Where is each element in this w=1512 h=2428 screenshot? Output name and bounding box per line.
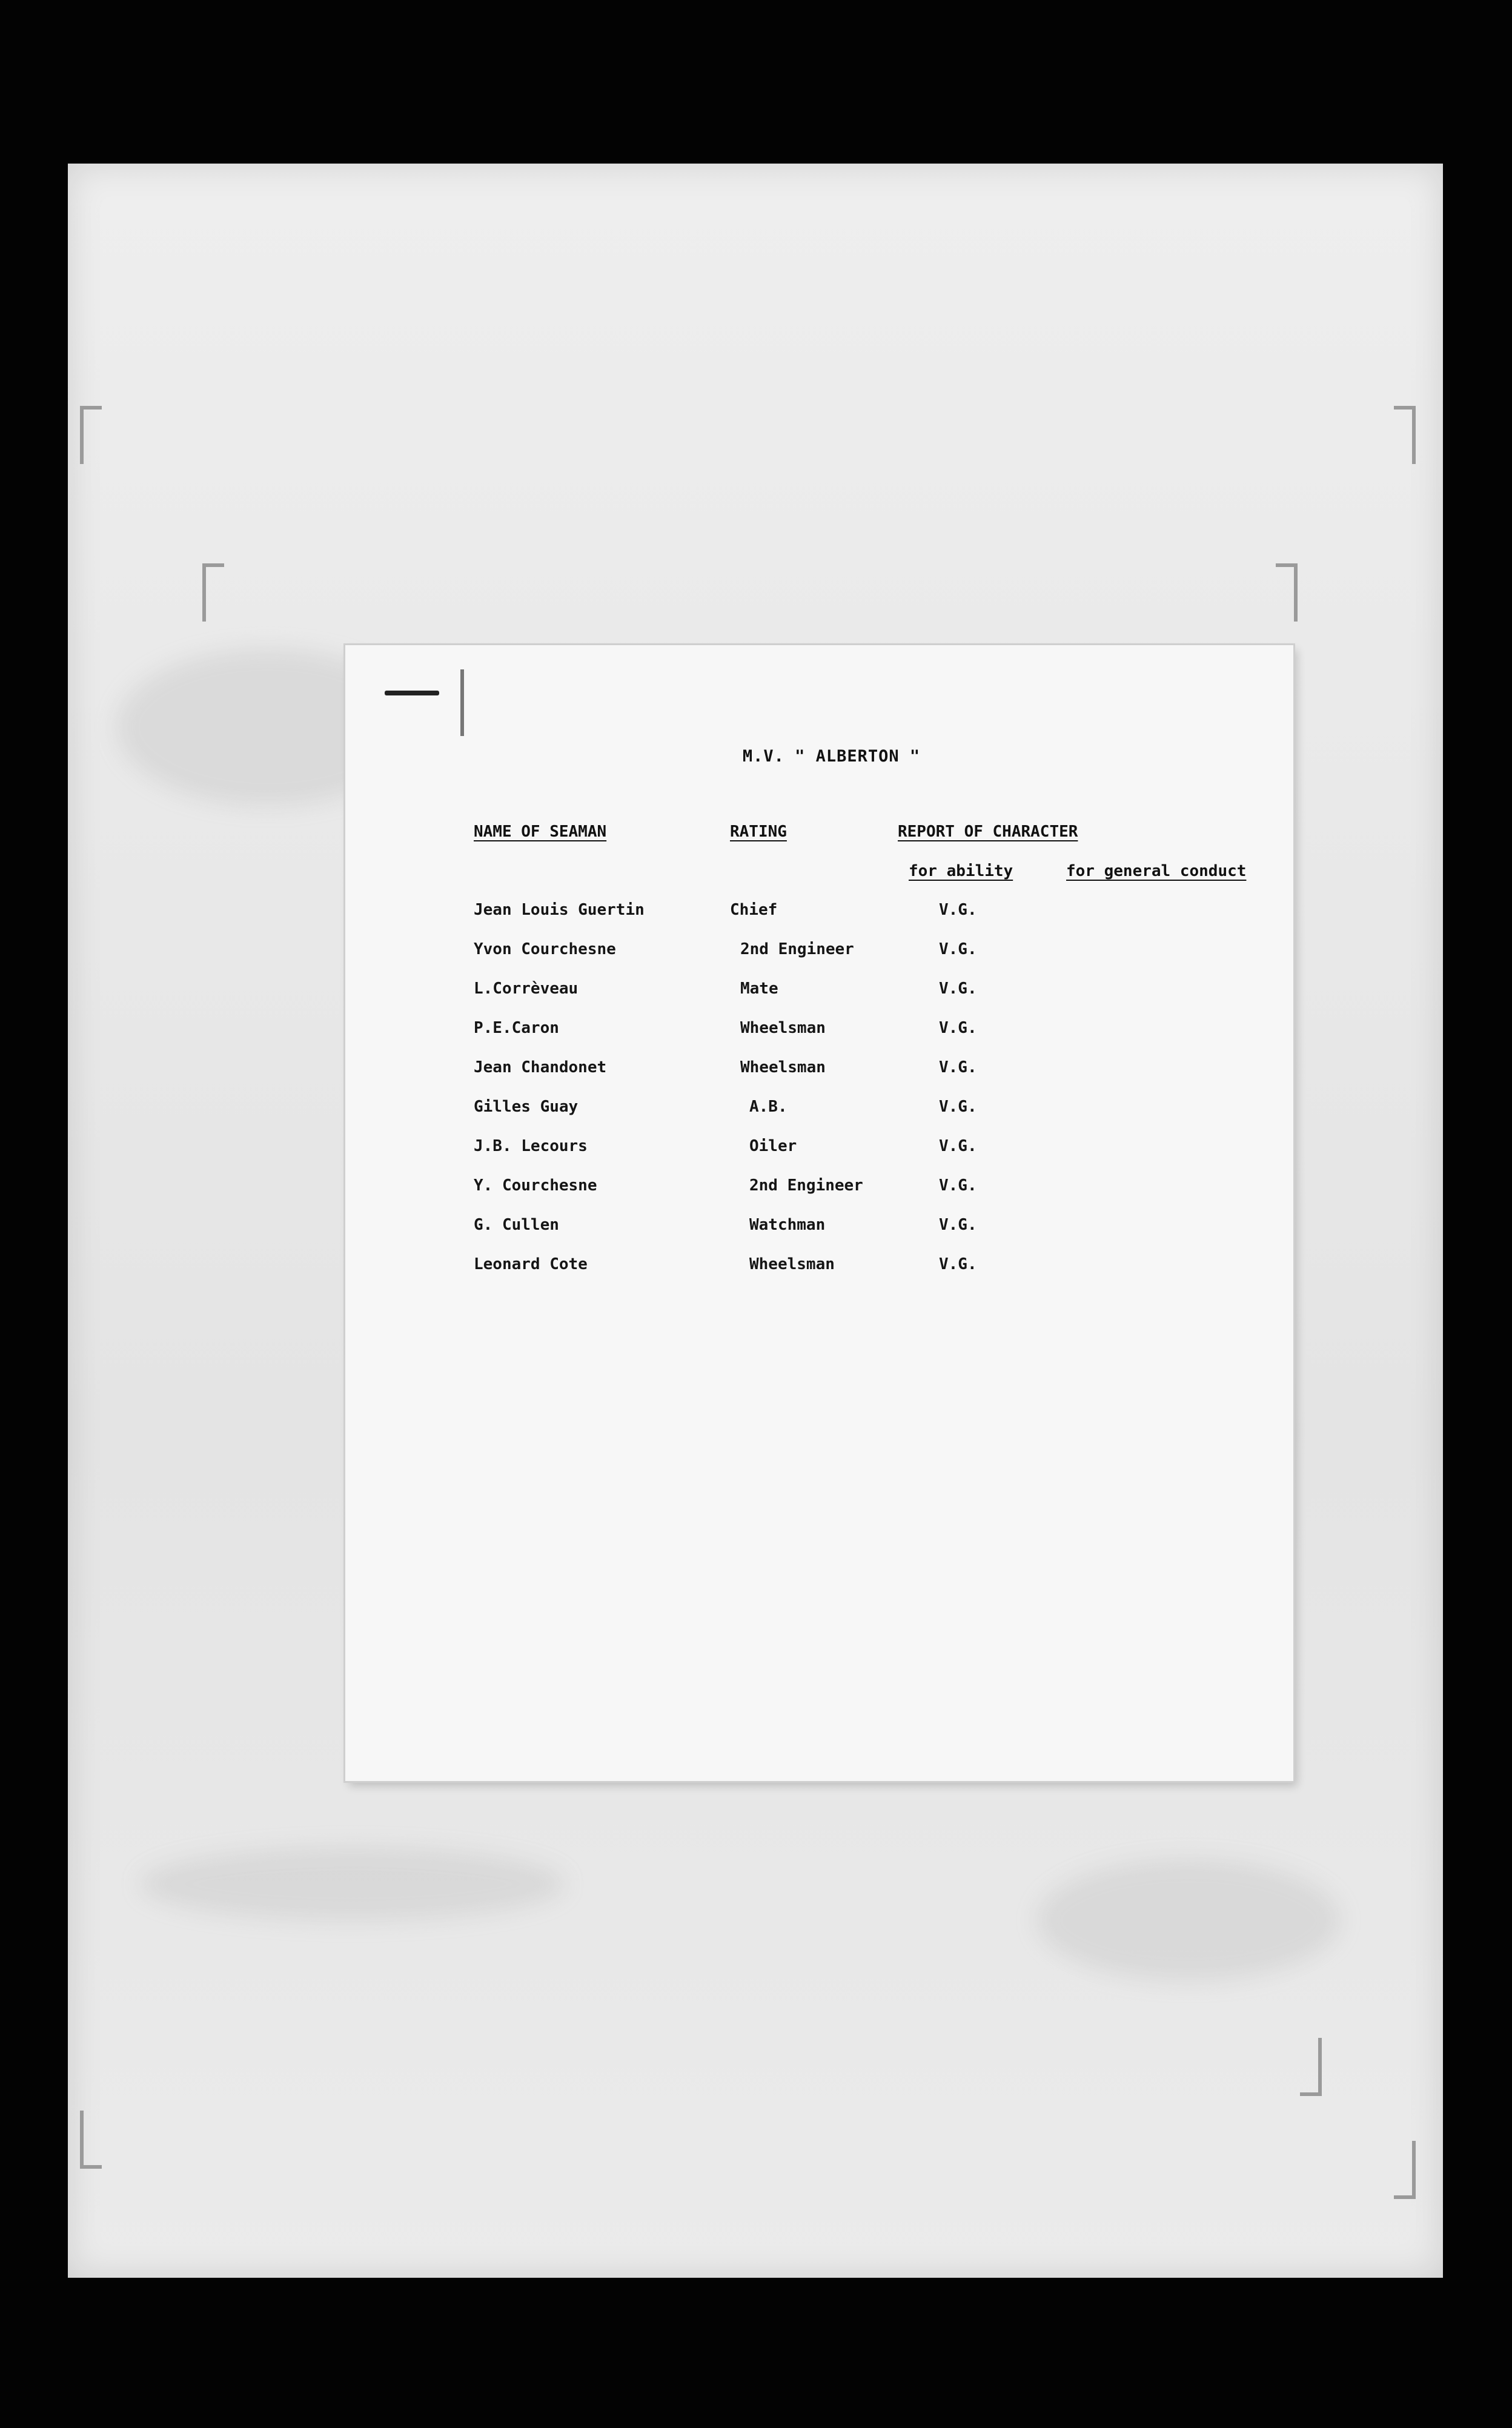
header-conduct: for general conduct	[1066, 862, 1247, 880]
seaman-name: Gilles Guay	[474, 1098, 579, 1116]
ability-grade: V.G.	[939, 1216, 977, 1234]
crop-mark	[80, 406, 102, 464]
header-report: REPORT OF CHARACTER	[898, 823, 1078, 841]
ability-grade: V.G.	[939, 901, 977, 919]
ability-grade: V.G.	[939, 1058, 977, 1076]
ability-grade: V.G.	[939, 980, 977, 998]
seaman-rating: 2nd Engineer	[749, 1176, 863, 1195]
seaman-name: P.E.Caron	[474, 1019, 559, 1037]
crop-mark	[80, 2111, 102, 2169]
ability-grade: V.G.	[939, 1098, 977, 1116]
seaman-name: Leonard Cote	[474, 1255, 588, 1273]
crop-mark	[1276, 563, 1298, 622]
header-name: NAME OF SEAMAN	[474, 823, 607, 841]
table-row	[345, 1216, 1293, 1252]
smudge	[141, 1848, 565, 1920]
seaman-rating: Wheelsman	[740, 1019, 826, 1037]
table-row	[345, 1098, 1293, 1134]
seaman-rating: Watchman	[749, 1216, 826, 1234]
ability-grade: V.G.	[939, 1255, 977, 1273]
header-rating: RATING	[730, 823, 787, 841]
seaman-name: Y. Courchesne	[474, 1176, 597, 1195]
seaman-rating: A.B.	[749, 1098, 788, 1116]
smudge	[1037, 1860, 1340, 1981]
ability-grade: V.G.	[939, 1176, 977, 1195]
seaman-rating: 2nd Engineer	[740, 940, 854, 958]
seaman-name: L.Corrèveau	[474, 980, 579, 998]
seaman-list	[345, 645, 1293, 1781]
table-row	[345, 940, 1293, 977]
seaman-rating: Oiler	[749, 1137, 797, 1155]
seaman-rating: Wheelsman	[749, 1255, 835, 1273]
table-row	[345, 1137, 1293, 1173]
seaman-name: G. Cullen	[474, 1216, 559, 1234]
seaman-rating: Wheelsman	[740, 1058, 826, 1076]
ability-grade: V.G.	[939, 1137, 977, 1155]
ability-grade: V.G.	[939, 940, 977, 958]
crop-mark	[1394, 2141, 1416, 2199]
seaman-name: J.B. Lecours	[474, 1137, 588, 1155]
seaman-name: Jean Louis Guertin	[474, 901, 645, 919]
ability-grade: V.G.	[939, 1019, 977, 1037]
seaman-name: Yvon Courchesne	[474, 940, 616, 958]
table-row	[345, 1176, 1293, 1213]
table-row	[345, 980, 1293, 1016]
crop-mark	[1394, 406, 1416, 464]
seaman-rating: Chief	[730, 901, 778, 919]
table-row	[345, 1058, 1293, 1095]
typed-sheet	[345, 645, 1293, 1781]
crop-mark	[202, 563, 224, 622]
ship-title: M.V. " ALBERTON "	[742, 747, 921, 766]
table-row	[345, 1255, 1293, 1292]
crop-mark	[1300, 2038, 1322, 2096]
table-row	[345, 1019, 1293, 1055]
header-ability: for ability	[909, 862, 1013, 880]
table-row	[345, 901, 1293, 937]
seaman-name: Jean Chandonet	[474, 1058, 607, 1076]
seaman-rating: Mate	[740, 980, 778, 998]
